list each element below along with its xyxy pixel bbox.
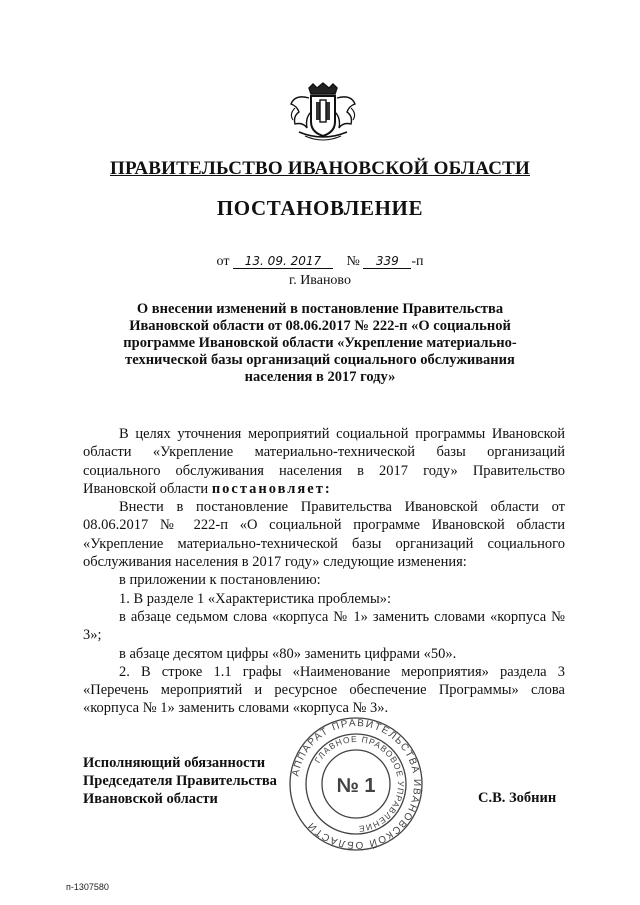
signatory-name: С.В. Зобнин	[478, 790, 557, 806]
paragraph-1: Внести в постановление Правительства Ивановской области от 08.06.2017 № 222-п «О социальной программе Ивановской области «Укрепление материально-технической базы организаций социального обслуживания населения в 2017 году» следующие изменения:	[83, 499, 565, 571]
paragraph-5: в абзаце десятом цифры «80» заменить цифрами «50».	[119, 645, 457, 662]
paragraph-2: в приложении к постановлению:	[119, 572, 321, 589]
date-prefix: от	[216, 254, 230, 269]
document-date: 13. 09. 2017	[233, 254, 333, 269]
decree-word: постановляет:	[211, 480, 332, 497]
number-suffix: -п	[411, 254, 424, 269]
coat-of-arms-icon	[285, 82, 361, 142]
paragraph-6: 2. В строке 1.1 графы «Наименование мероприятия» раздела 3 «Перечень мероприятий и ресурсное обеспечение Программы» слова «корпуса № 1» заменить словами «корпуса № 3».	[83, 663, 565, 717]
city-label: г. Иваново	[289, 273, 351, 288]
seal-number: № 1	[336, 775, 376, 797]
intro-text: В целях уточнения мероприятий социальной программы Ивановской области «Укрепление материально-технической базы организаций социального обслуживания населения в 2017 году» Правительство Ивановской области	[83, 426, 565, 497]
seal-inner-text: ГЛАВНОЕ ПРАВОВОЕ УПРАВЛЕНИЕ	[312, 733, 407, 835]
signatory-line-2: Председателя Правительства	[83, 773, 277, 789]
paragraph-3: 1. В разделе 1 «Характеристика проблемы»:	[119, 590, 391, 607]
document-date-number-line	[0, 254, 640, 270]
document-subject: О внесении изменений в постановление Правительства Ивановской области от 08.06.2017 № 222-п «О социальной программе Ивановской области «Укрепление материально-технической базы организаций социального обслуживания населения в 2017 году»	[123, 301, 517, 385]
seal-outer-text: АППАРАТ ПРАВИТЕЛЬСТВА ИВАНОВСКОЙ ОБЛАСТИ	[290, 717, 423, 851]
paragraph-4: в абзаце седьмом слова «корпуса № 1» заменить словами «корпуса № 3»;	[83, 608, 565, 644]
number-prefix: №	[346, 254, 360, 269]
document-body	[83, 425, 565, 718]
document-type-title: ПОСТАНОВЛЕНИЕ	[216, 196, 424, 220]
intro-paragraph	[83, 425, 565, 498]
government-name: ПРАВИТЕЛЬСТВО ИВАНОВСКОЙ ОБЛАСТИ	[110, 158, 530, 179]
signatory-line-1: Исполняющий обязанности	[83, 755, 266, 771]
signatory-title	[83, 754, 277, 808]
document-code: п-1307580	[66, 882, 109, 892]
signatory-line-3: Ивановской области	[83, 791, 218, 807]
document-number: 339	[363, 254, 411, 269]
official-seal-icon	[286, 714, 426, 854]
